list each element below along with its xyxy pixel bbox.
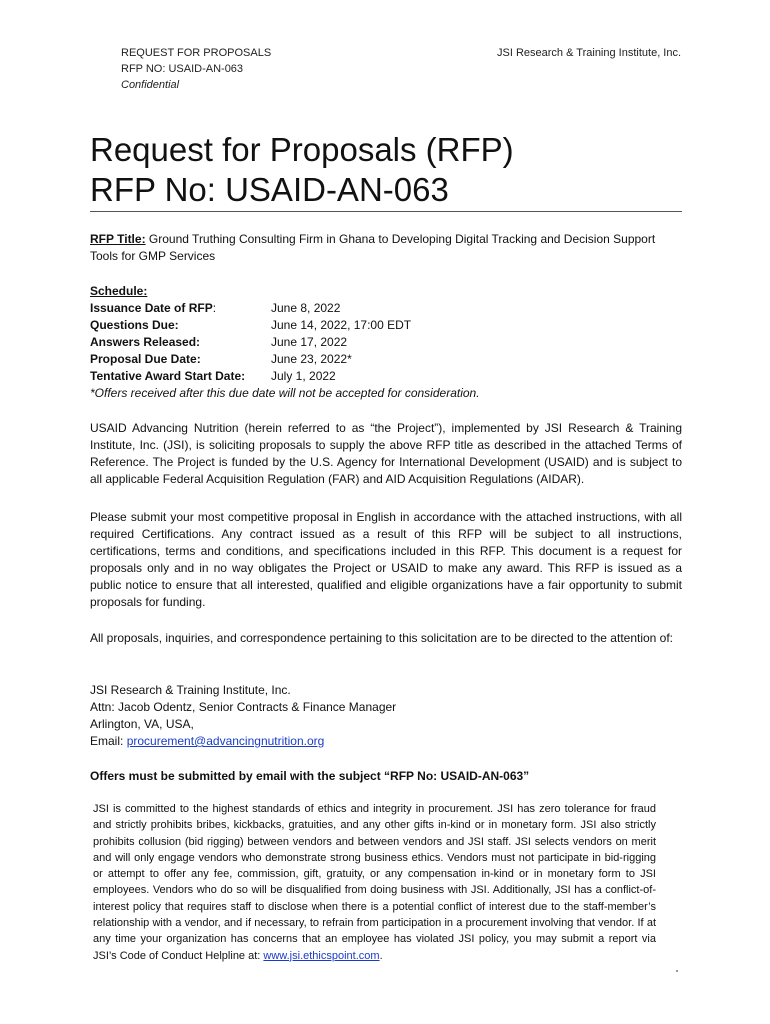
header-confidential: Confidential bbox=[121, 79, 180, 91]
schedule-row bbox=[90, 334, 682, 351]
contact-email-label: Email: bbox=[90, 734, 127, 748]
schedule-value: June 17, 2022 bbox=[271, 335, 348, 349]
submission-note: Offers must be submitted by email with the subject “RFP No: USAID-AN-063” bbox=[90, 769, 530, 783]
contact-org: JSI Research & Training Institute, Inc. bbox=[90, 683, 291, 697]
schedule-value: June 23, 2022* bbox=[271, 352, 352, 366]
schedule-value: June 8, 2022 bbox=[271, 301, 341, 315]
schedule-value: June 14, 2022, 17:00 EDT bbox=[271, 318, 412, 332]
rfp-title-block bbox=[90, 231, 682, 265]
contact-attn: Attn: Jacob Odentz, Senior Contracts & Finance Manager bbox=[90, 700, 397, 714]
ethicspoint-link[interactable]: www.jsi.ethicspoint.com bbox=[263, 949, 380, 962]
contact-email-link[interactable]: procurement@advancingnutrition.org bbox=[126, 734, 325, 748]
schedule-label-suffix: : bbox=[212, 301, 217, 315]
schedule-label: Issuance Date of RFP bbox=[90, 301, 213, 315]
schedule-label: Tentative Award Start Date: bbox=[90, 369, 246, 383]
ethics-statement bbox=[93, 801, 656, 964]
ethics-text: JSI is committed to the highest standards of ethics and integrity in procurement. JSI has zero tolerance for fraud and strictly prohibits bribes, kickbacks, gratuities, and any other gifts in-kind or in monetary form. JSI also strictly prohibits collusion (bid rigging) between vendors and between vendors and JSI staff. JSI selects vendors on merit and will only engage vendors who demonstrate strong business ethics. Vendors must not participate in bid-rigging or attempt to offer any fee, commission, gift, gratuity, or any compensation in-kind or in monetary form to JSI employees. Vendors who do so will be disqualified from doing business with JSI. Additionally, JSI has a conflict-of-interest policy that requires staff to disclose when there is a potential conflict of interest due to the staff-member’s relationship with a vendor, and if necessary, to refrain from participation in a procurement involving that vendor. If at any time your organization has concerns that an employee has violated JSI policy, you may submit a report via JSI’s Code of Conduct Helpline at: bbox=[93, 803, 656, 962]
ethics-end: . bbox=[379, 949, 383, 962]
contact-location: Arlington, VA, USA, bbox=[90, 717, 194, 731]
page-title bbox=[90, 130, 690, 210]
rfp-title-text: Ground Truthing Consulting Firm in Ghana to Developing Digital Tracking and Decision Support Tools for GMP Services bbox=[90, 232, 656, 263]
schedule-row bbox=[90, 300, 682, 317]
title-line-2: RFP No: USAID-AN-063 bbox=[90, 171, 449, 208]
schedule-value: July 1, 2022 bbox=[271, 369, 336, 383]
title-line-1: Request for Proposals (RFP) bbox=[90, 131, 514, 168]
schedule-heading: Schedule: bbox=[90, 284, 148, 298]
schedule-label: Answers Released: bbox=[90, 335, 201, 349]
intro-paragraph: USAID Advancing Nutrition (herein referred to as “the Project”), implemented by JSI Research & Training Institute, Inc. (JSI), is soliciting proposals to supply the above RFP title as described in the attached Terms of Reference. The Project is funded by the U.S. Agency for International Development (USAID) and is subject to all applicable Federal Acquisition Regulation (FAR) and AID Acquisition Regulations (AIDAR). bbox=[90, 421, 682, 486]
running-header-left bbox=[121, 45, 271, 93]
contact-email-line bbox=[90, 733, 682, 750]
schedule-row bbox=[90, 368, 682, 385]
schedule-label: Proposal Due Date: bbox=[90, 352, 201, 366]
header-doc-type: REQUEST FOR PROPOSALS bbox=[121, 47, 272, 59]
schedule-row bbox=[90, 317, 682, 334]
title-divider bbox=[90, 211, 682, 212]
correspondence-paragraph: All proposals, inquiries, and correspondence pertaining to this solicitation are to be directed to the attention of: bbox=[90, 631, 674, 645]
rfp-title-label: RFP Title: bbox=[90, 232, 146, 246]
contact-block bbox=[90, 682, 682, 750]
page-speck bbox=[676, 970, 678, 972]
schedule-row bbox=[90, 351, 682, 368]
schedule-label: Questions Due: bbox=[90, 318, 179, 332]
header-rfp-number: RFP NO: USAID-AN-063 bbox=[121, 63, 244, 75]
schedule-note: *Offers received after this due date will not be accepted for consideration. bbox=[90, 386, 480, 400]
header-organization: JSI Research & Training Institute, Inc. bbox=[497, 47, 682, 59]
schedule-block bbox=[90, 283, 682, 402]
instructions-paragraph: Please submit your most competitive proposal in English in accordance with the attached instructions, with all required Certifications. Any contract issued as a result of this RFP will be subject to all instructions, certifications, terms and conditions, and specifications included in this RFP. This document is a request for proposals only and in no way obligates the Project or USAID to make any award. This RFP is issued as a public notice to ensure that all interested, qualified and eligible organizations have a fair opportunity to submit proposals for funding. bbox=[90, 510, 682, 609]
